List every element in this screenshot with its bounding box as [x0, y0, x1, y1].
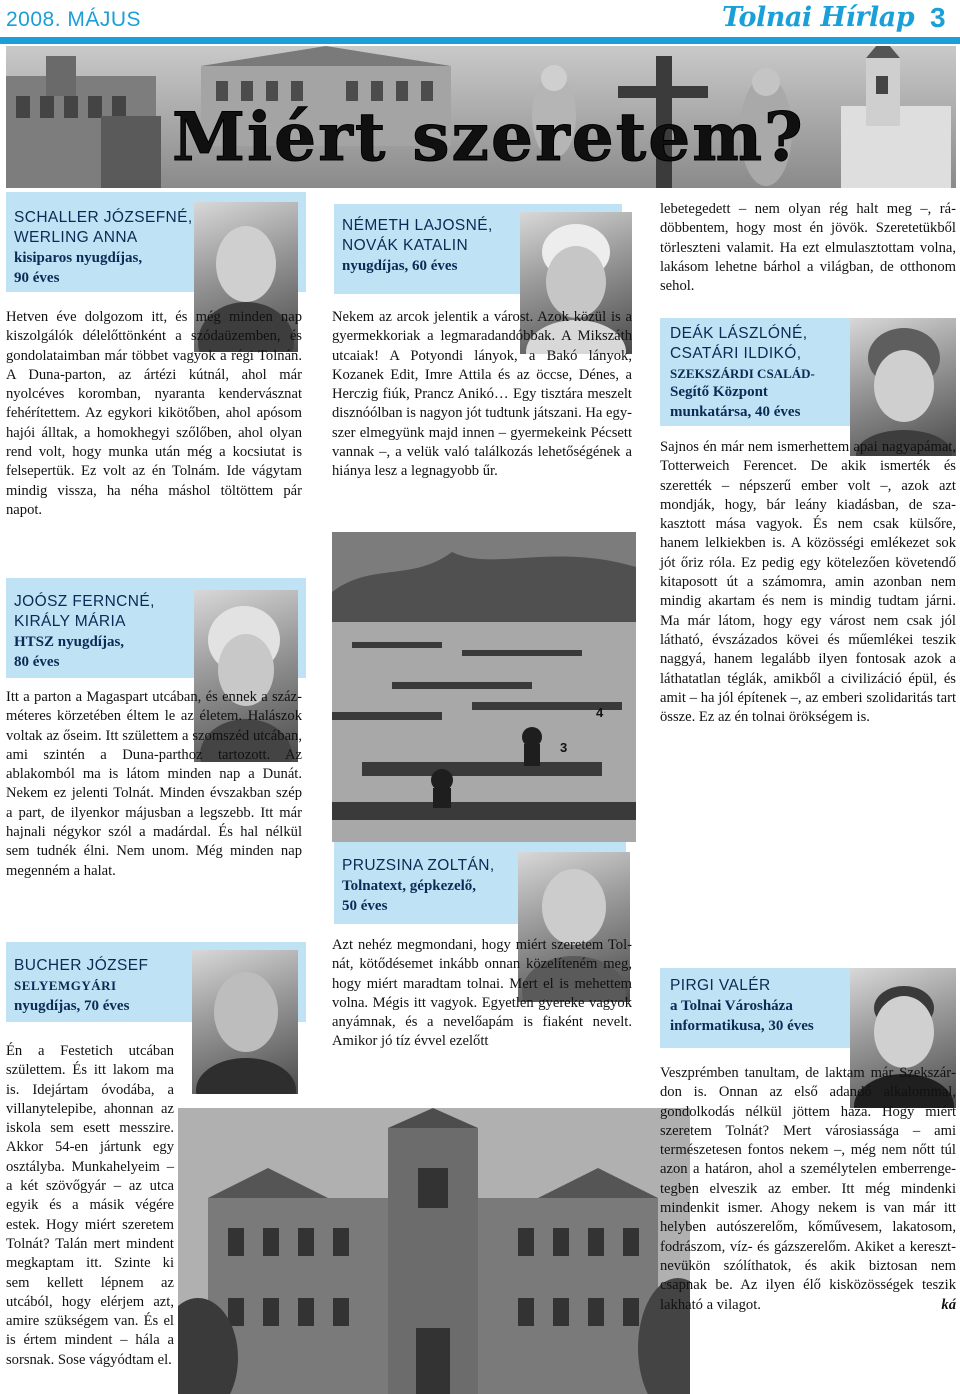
kayak-number: 4 — [596, 705, 604, 720]
profile-subtitle: informatikusa, 30 éves — [670, 1018, 814, 1034]
header-rule — [0, 37, 960, 44]
profile-name: NOVÁK KATALIN — [342, 237, 469, 254]
portrait-bucher — [192, 950, 298, 1094]
profile-name: KIRÁLY MÁRIA — [14, 613, 126, 630]
issue-date: 2008. MÁJUS — [6, 8, 142, 31]
profile-text-body: Veszprémben tanultam, de laktam már Szekszárdon is. Onnan az első adandó alkalommal, gondolkodás nélkül jöttem haza. Hogy miért szeretem Tolnát? Mert városiassága – ami természetesen fontos nekem –, még nem nőtt túl azon a határon, ahol a személytelen emberrengetegben elveszik az ember. Itt még mindenki mindenkit ismer. Ahogy nekem is van már itt helyben autószerelőm, kőművesem, lakatosom, fodrászom, víz- és gázszerelőm. Akiket a keresztnevükön szólíthatok, és akik biztosan nem csapnak be. Az ilyen élő kisközösségek teszik lakható a vilagot. — [660, 1065, 956, 1313]
profile-name: NÉMETH LAJOSNÉ, — [342, 217, 493, 234]
profile-subtitle: SELYEMGYÁRI — [14, 978, 117, 993]
profile-subtitle: Segítő Központ — [670, 384, 768, 400]
profile-box-pirgi — [660, 968, 850, 1048]
profile-name: CSATÁRI ILDIKÓ, — [670, 345, 802, 362]
profile-name: JOÓSZ FERNCNÉ, — [14, 593, 155, 610]
profile-name: SCHALLER JÓZSEFNÉ, — [14, 209, 193, 226]
banner-title: Miért szeretem? — [172, 98, 805, 176]
profile-name: PIRGI VALÉR — [670, 977, 771, 994]
profile-text-pruzsina: Azt nehéz megmondani, hogy miért szeretem Tolnát, kötődésemet inkább onnan közelíteném meg, hogy miért maradtam tolnai. Mert el is mehettem volna. Mégis itt vagyok. Egyetlen gyereke vagyok anyámnak, és a nevelőapám is fiaként nevelt. Amikor jó tíz évvel ezelőtt — [332, 937, 632, 1050]
profile-name: WERLING ANNA — [14, 229, 138, 246]
profile-subtitle: a Tolnai Városháza — [670, 998, 793, 1014]
page-number: 3 — [930, 2, 946, 33]
profile-text-joosz: Itt a parton a Magaspart utcában, és ennek a százméteres körzetében éltem le az életem. Halászok voltak az őseim. Itt születtem a szomszéd utcában, ami szintén a Duna-parthoz tartozott. Az ablakomból ma is látom minden nap a Dunát. Nekem ez jelenti Tolnát. Minden évszakban szép a part, de ilyenkor májusban a legszebb. Itt már hajnali négykor szól a madárdal. És hal nélkül sem tudnék élni. Nem unom. Még minden nap megenném a halat. — [6, 689, 302, 879]
profile-subtitle: kisiparos nyugdíjas, — [14, 250, 143, 266]
profile-text-nemeth: Nekem az arcok jelentik a várost. Azok közül is a gyermekkoriak a legmaradandóbbak. A Mikszáth utcaiak! A Potyondi lányok, a Bakó lányok, Kozanek Edit, Imre Attila és az öccse, Dénes, a Herczig fiúk, Prancz Anikó… Egy tisztára meszelt disznóólban is nagyon jót tudtunk játszani. Ha egyszer elmegyünk majd innen – gyermekeink Pécsett vannak –, a velük való találkozás lehetőségének a hiánya lesz a legnagyobb űr. — [332, 309, 632, 480]
profile-name: BUCHER JÓZSEF — [14, 957, 149, 974]
profile-text-schaller: Hetven éve dolgozom itt, és még minden nap kiszolgálók délelőttönként a szódaüzemben, és gondolataimban már többet vagyok a régi Tolnán. A Duna-parton, az ártézi kútnál, ahol már nyolcéves koromban, nyaranta kendervásznat fehérítettem. Az egykori kikötőben, ahol apósom hajói álltak, a homokhegyi szőlőben, ahol olyan rend volt, hogy munka után még a kocsiutat is felsepertük. Ez volt az én Tolnám. Ide vágytam mindig vissza, ha néha máshol töltöttem pár napot. — [6, 309, 302, 518]
profile-name: DEÁK LÁSZLÓNÉ, — [670, 325, 808, 342]
profile-text-pirgi — [660, 1064, 956, 1315]
profile-subtitle: 80 éves — [14, 654, 60, 670]
kayak-race-photo — [332, 532, 636, 842]
profile-subtitle: Tolnatext, gépkezelő, — [342, 878, 477, 894]
profile-text-bucher: Én a Festetich utcában születtem. És itt lakom ma is. Idejártam óvodába, a villanytelepibe, ahonnan az iskola sem esett messzire. Akkor 54-en jártunk egy osztályba. Munkahelyeim – a két szövőgyár – az utca egyik és a másik végére estek. Hogy miért szeretem Tolnát? Talán mert mindent megkaptam itt. Szinte ki sem kellett lépnem az utcából, hogy elérjem azt, amire szükségem van. És el is értem mindent – hála a sorsnak. Sose vágyódtam el. — [6, 1043, 174, 1368]
profile-subtitle: HTSZ nyugdíjas, — [14, 634, 125, 650]
kayak-number: 3 — [560, 740, 568, 755]
profile-box-deak — [660, 318, 850, 426]
author-signature: ká — [941, 1296, 956, 1313]
profile-subtitle: nyugdíjas, 60 éves — [342, 258, 458, 274]
profile-subtitle: 50 éves — [342, 898, 388, 914]
continuation-text-pruzsina: lebetegedett – nem olyan rég halt meg –, rádöbbentem, hogy most én jövök. Szeretetükből törleszteni valamit. Ha ezt elmulasztottam volna, lakásom lehetne bárhol a világban, de otthonom sehol. — [660, 201, 956, 295]
profile-text-deak: Sajnos én már nem ismerhettem apai nagyapámat, Totterweich Ferencet. De akik ismerték és szerették – népszerű ember volt –, azok azt mondják, hogy, bár leány kiadásban, de szakasztott mása vagyok. És nem csak külsőre, hanem lelkiekben is. A közösségi emlékezet sok jót őriz róla. Ez pedig egy kötelezően követendő kitaposott út a számomra, amin azonban nem mindig akartam és nem is mindig tudtam járni. Ma már látom, hogy egy várost nem csak jól látható, évszázados kövei és műemlékei teszik naggyá, hanem legalább ilyen fontosak azok a láthatatlan téglák, amikből a civilizáció épül, és amit – ha jól építenek –, az emberi szolidaritás tart össze. Ez az én tolnai örökségem is. — [660, 439, 956, 726]
profile-subtitle: SZEKSZÁRDI CSALÁD- — [670, 366, 815, 381]
profile-subtitle: nyugdíjas, 70 éves — [14, 998, 130, 1014]
town-hall-photo — [178, 1108, 690, 1394]
newspaper-name: Tolnai Hírlap — [722, 2, 915, 33]
profile-subtitle: munkatársa, 40 éves — [670, 404, 801, 420]
portrait-deak — [850, 318, 956, 456]
profile-name: PRUZSINA ZOLTÁN, — [342, 857, 495, 874]
profile-subtitle: 90 éves — [14, 270, 60, 286]
